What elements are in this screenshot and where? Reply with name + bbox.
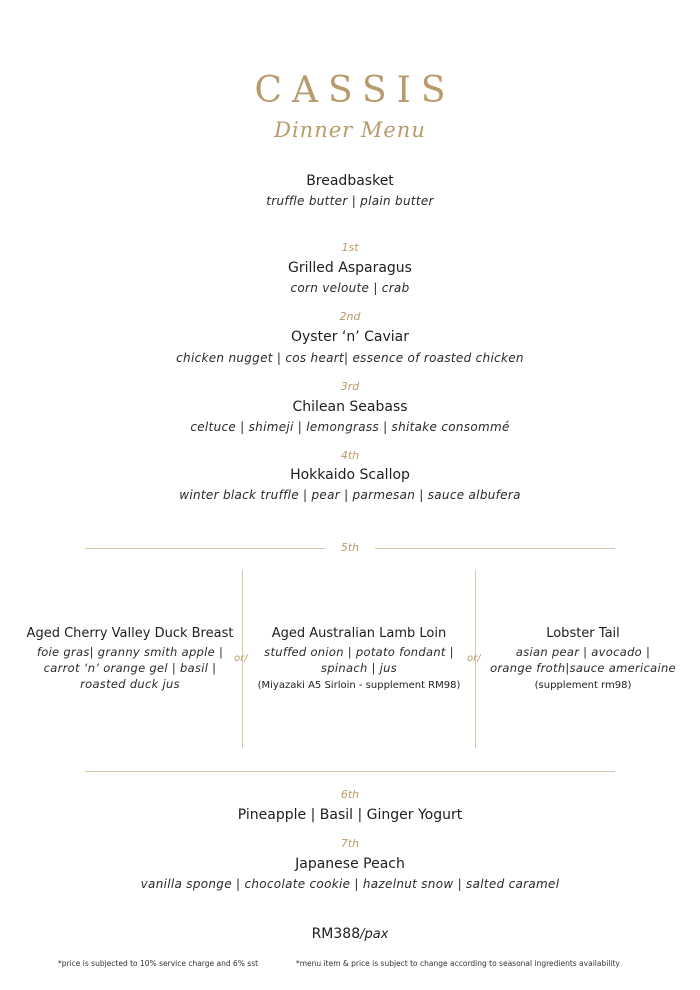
option-lamb-desc-1: stuffed onion | potato fondant | (264, 645, 454, 659)
course-title-7: Japanese Peach (295, 856, 405, 872)
option-lobster (486, 626, 680, 691)
breadbasket-desc: truffle butter | plain butter (266, 194, 434, 208)
course-desc-7: vanilla sponge | chocolate cookie | hazelnut snow | salted caramel (140, 877, 560, 891)
course-desc-3: celtuce | shimeji | lemongrass | shitake consommé (190, 420, 510, 434)
course-label-5: 5th (340, 541, 360, 554)
course-title-6: Pineapple | Basil | Ginger Yogurt (237, 807, 463, 823)
course-title-4: Hokkaido Scallop (290, 467, 410, 483)
breadbasket-title: Breadbasket (306, 173, 394, 189)
course-label-2: 2nd (339, 310, 361, 323)
course-title-3: Chilean Seabass (292, 399, 408, 415)
brand-logo: CASSIS (254, 70, 456, 111)
option-lobster-desc-1: asian pear | avocado | (515, 645, 651, 659)
footnote-service-charge: *price is subjected to 10% service charge and 6% sst (58, 959, 259, 968)
divider-right (375, 548, 615, 549)
option-lobster-desc-2: orange froth|sauce americaine (490, 661, 676, 675)
option-lamb-desc-2: spinach | jus (321, 661, 397, 675)
price-amount: RM388 (311, 926, 361, 942)
option-lamb-title: Aged Australian Lamb Loin (271, 626, 447, 641)
course-desc-4: winter black truffle | pear | parmesan | sauce albufera (179, 488, 521, 502)
menu-subtitle: Dinner Menu (274, 118, 426, 142)
option-lamb (248, 626, 470, 691)
course-title-2: Oyster ‘n’ Caviar (291, 329, 409, 345)
course-label-1: 1st (341, 241, 359, 254)
course-desc-2: chicken nugget | cos heart| essence of roasted chicken (176, 351, 524, 365)
option-lobster-supplement: (supplement rm98) (534, 680, 632, 691)
or-label-1: or/ (234, 653, 248, 664)
course-desc-1: corn veloute | crab (290, 281, 410, 295)
option-lamb-supplement: (Miyazaki A5 Sirloin - supplement RM98) (257, 680, 461, 691)
course-label-4: 4th (340, 449, 360, 462)
course-title-1: Grilled Asparagus (288, 260, 412, 276)
divider-bottom (85, 771, 615, 772)
or-label-2: or/ (467, 653, 481, 664)
option-duck-title: Aged Cherry Valley Duck Breast (26, 626, 234, 641)
option-duck-desc-2: carrot ‘n’ orange gel | basil | (43, 661, 217, 675)
option-duck-desc-3: roasted duck jus (80, 677, 180, 691)
course-label-7: 7th (340, 837, 360, 850)
course-label-3: 3rd (340, 380, 360, 393)
option-duck (20, 626, 240, 692)
price (0, 926, 700, 942)
price-unit: /pax (360, 927, 389, 942)
course-label-6: 6th (340, 788, 360, 801)
footnote-seasonal: *menu item & price is subject to change according to seasonal ingredients availability (296, 959, 620, 968)
option-lobster-title: Lobster Tail (546, 626, 620, 641)
option-duck-desc-1: foie gras| granny smith apple | (36, 645, 224, 659)
